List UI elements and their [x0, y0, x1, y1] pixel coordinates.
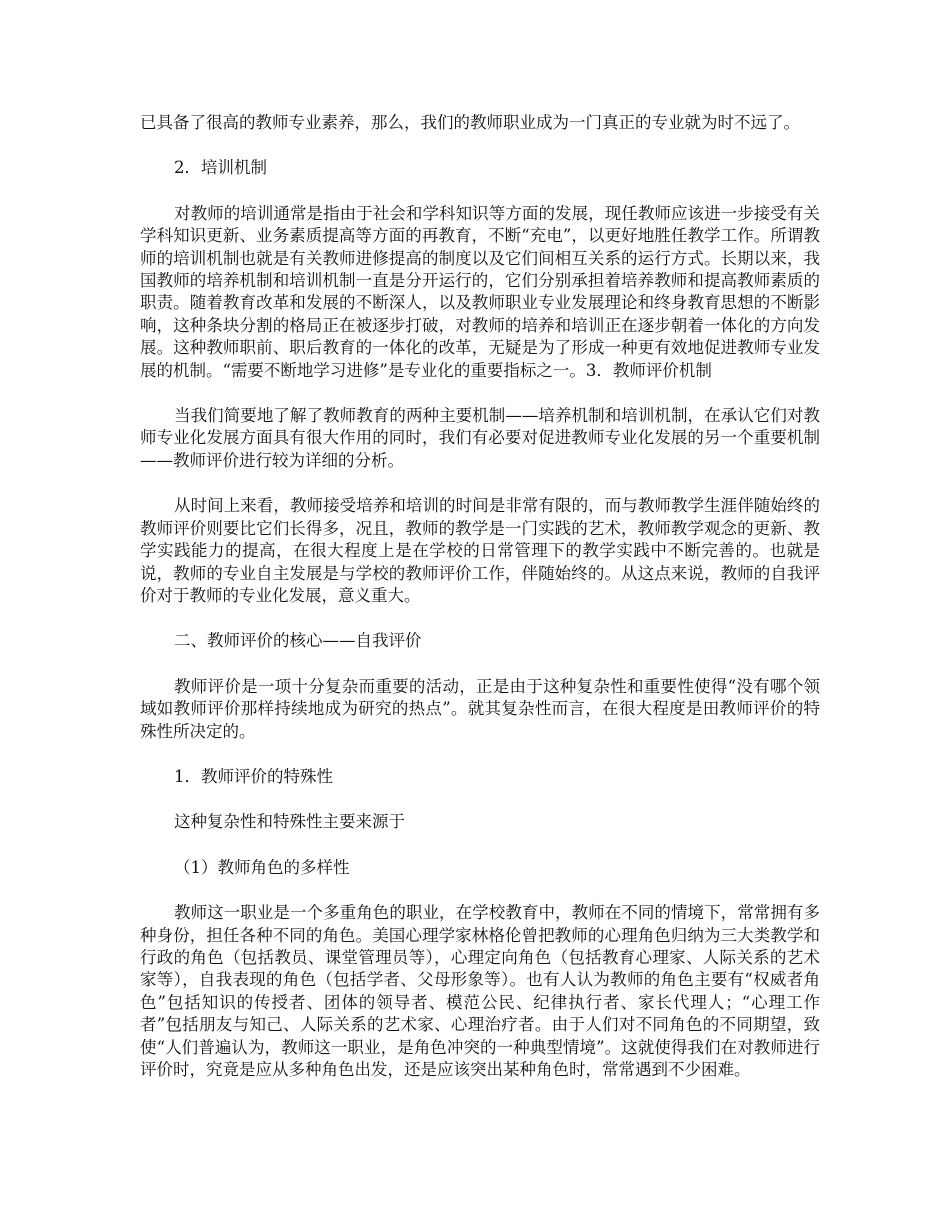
- section-heading-self-evaluation: 二、教师评价的核心——自我评价: [174, 631, 422, 651]
- paragraph-training-mechanism: 对教师的培训通常是指由于社会和学科知识等方面的发展，现任教师应该进一步接受有关学科知识更新、业务素质提高等方面的再教育，不断“充电”，以更好地胜任教学工作。所谓教师的培训机制也就是有关教师进修提高的制度以及它们间相互关系的运行方式。长期以来，我国教师的培养机制和培训机制一直是分开运行的，它们分别承担着培养教师和提高教师素质的职责。随着教育改革和发展的不断深人，以及教师职业专业发展理论和终身教育思想的不断影响，这种条块分割的格局正在被逐步打破，对教师的培养和培训正在逐步朝着一体化的方向发展。这种教师职前、职后教育的一体化的改革，无疑是为了形成一种更有效地促进教师专业发展的机制。“需要不断地学习进修”是专业化的重要指标之一。3．教师评价机制: [140, 203, 820, 380]
- paragraph-sources: 这种复杂性和特殊性主要来源于: [174, 812, 405, 832]
- paragraph-two-mechanisms: 当我们简要地了解了教师教育的两种主要机制——培养机制和培训机制，在承认它们对教师专业化发展方面具有很大作用的同时，我们有必要对促进教师专业化发展的另一个重要机制——教师评价进行较为详细的分析。: [140, 406, 820, 470]
- section-heading-role-diversity: （1）教师角色的多样性: [174, 857, 350, 877]
- paragraph-time-perspective: 从时间上来看，教师接受培养和培训的时间是非常有限的，而与教师教学生涯伴随始终的教师评价则要比它们长得多，况且，教师的教学是一门实践的艺术，教师教学观念的更新、教学实践能力的提高，在很大程度上是在学校的日常管理下的教学实践中不断完善的。也就是说，教师的专业自主发展是与学校的教师评价工作，伴随始终的。从这点来说，教师的自我评价对于教师的专业化发展，意义重大。: [140, 496, 820, 605]
- section-heading-training-mechanism: 2．培训机制: [174, 158, 267, 178]
- paragraph-teacher-roles: 教师这一职业是一个多重角色的职业，在学校教育中，教师在不同的情境下，常常拥有多种身份，担任各种不同的角色。美国心理学家林格伦曾把教师的心理角色归纳为三大类教学和行政的角色（包括教员、课堂管理员等），心理定向角色（包括教育心理家、人际关系的艺术家等），自我表现的角色（包括学者、父母形象等）。也有人认为教师的角色主要有“权威者角色”包括知识的传授者、团体的领导者、模范公民、纪律执行者、家长代理人；“心理工作者”包括朋友与知己、人际关系的艺术家、心理治疗者。由于人们对不同角色的不同期望，致使“人们普遍认为，教师这一职业，是角色冲突的一种典型情境”。这就使得我们在对教师进行评价时，究竟是应从多种角色出发，还是应该突出某种角色时，常常遇到不少困难。: [140, 903, 820, 1079]
- paragraph-continuation: 已具备了很高的教师专业素养，那么，我们的教师职业成为一门真正的专业就为时不远了。: [140, 113, 800, 132]
- document-body: [140, 112, 820, 1104]
- section-heading-evaluation-specificity: 1．教师评价的特殊性: [174, 766, 333, 786]
- paragraph-evaluation-complexity: 教师评价是一项十分复杂而重要的活动，正是由于这种复杂性和重要性使得“没有哪个领域如教师评价那样持续地成为研究的热点”。就其复杂性而言，在很大程度是田教师评价的特殊性所决定的。: [140, 676, 820, 741]
